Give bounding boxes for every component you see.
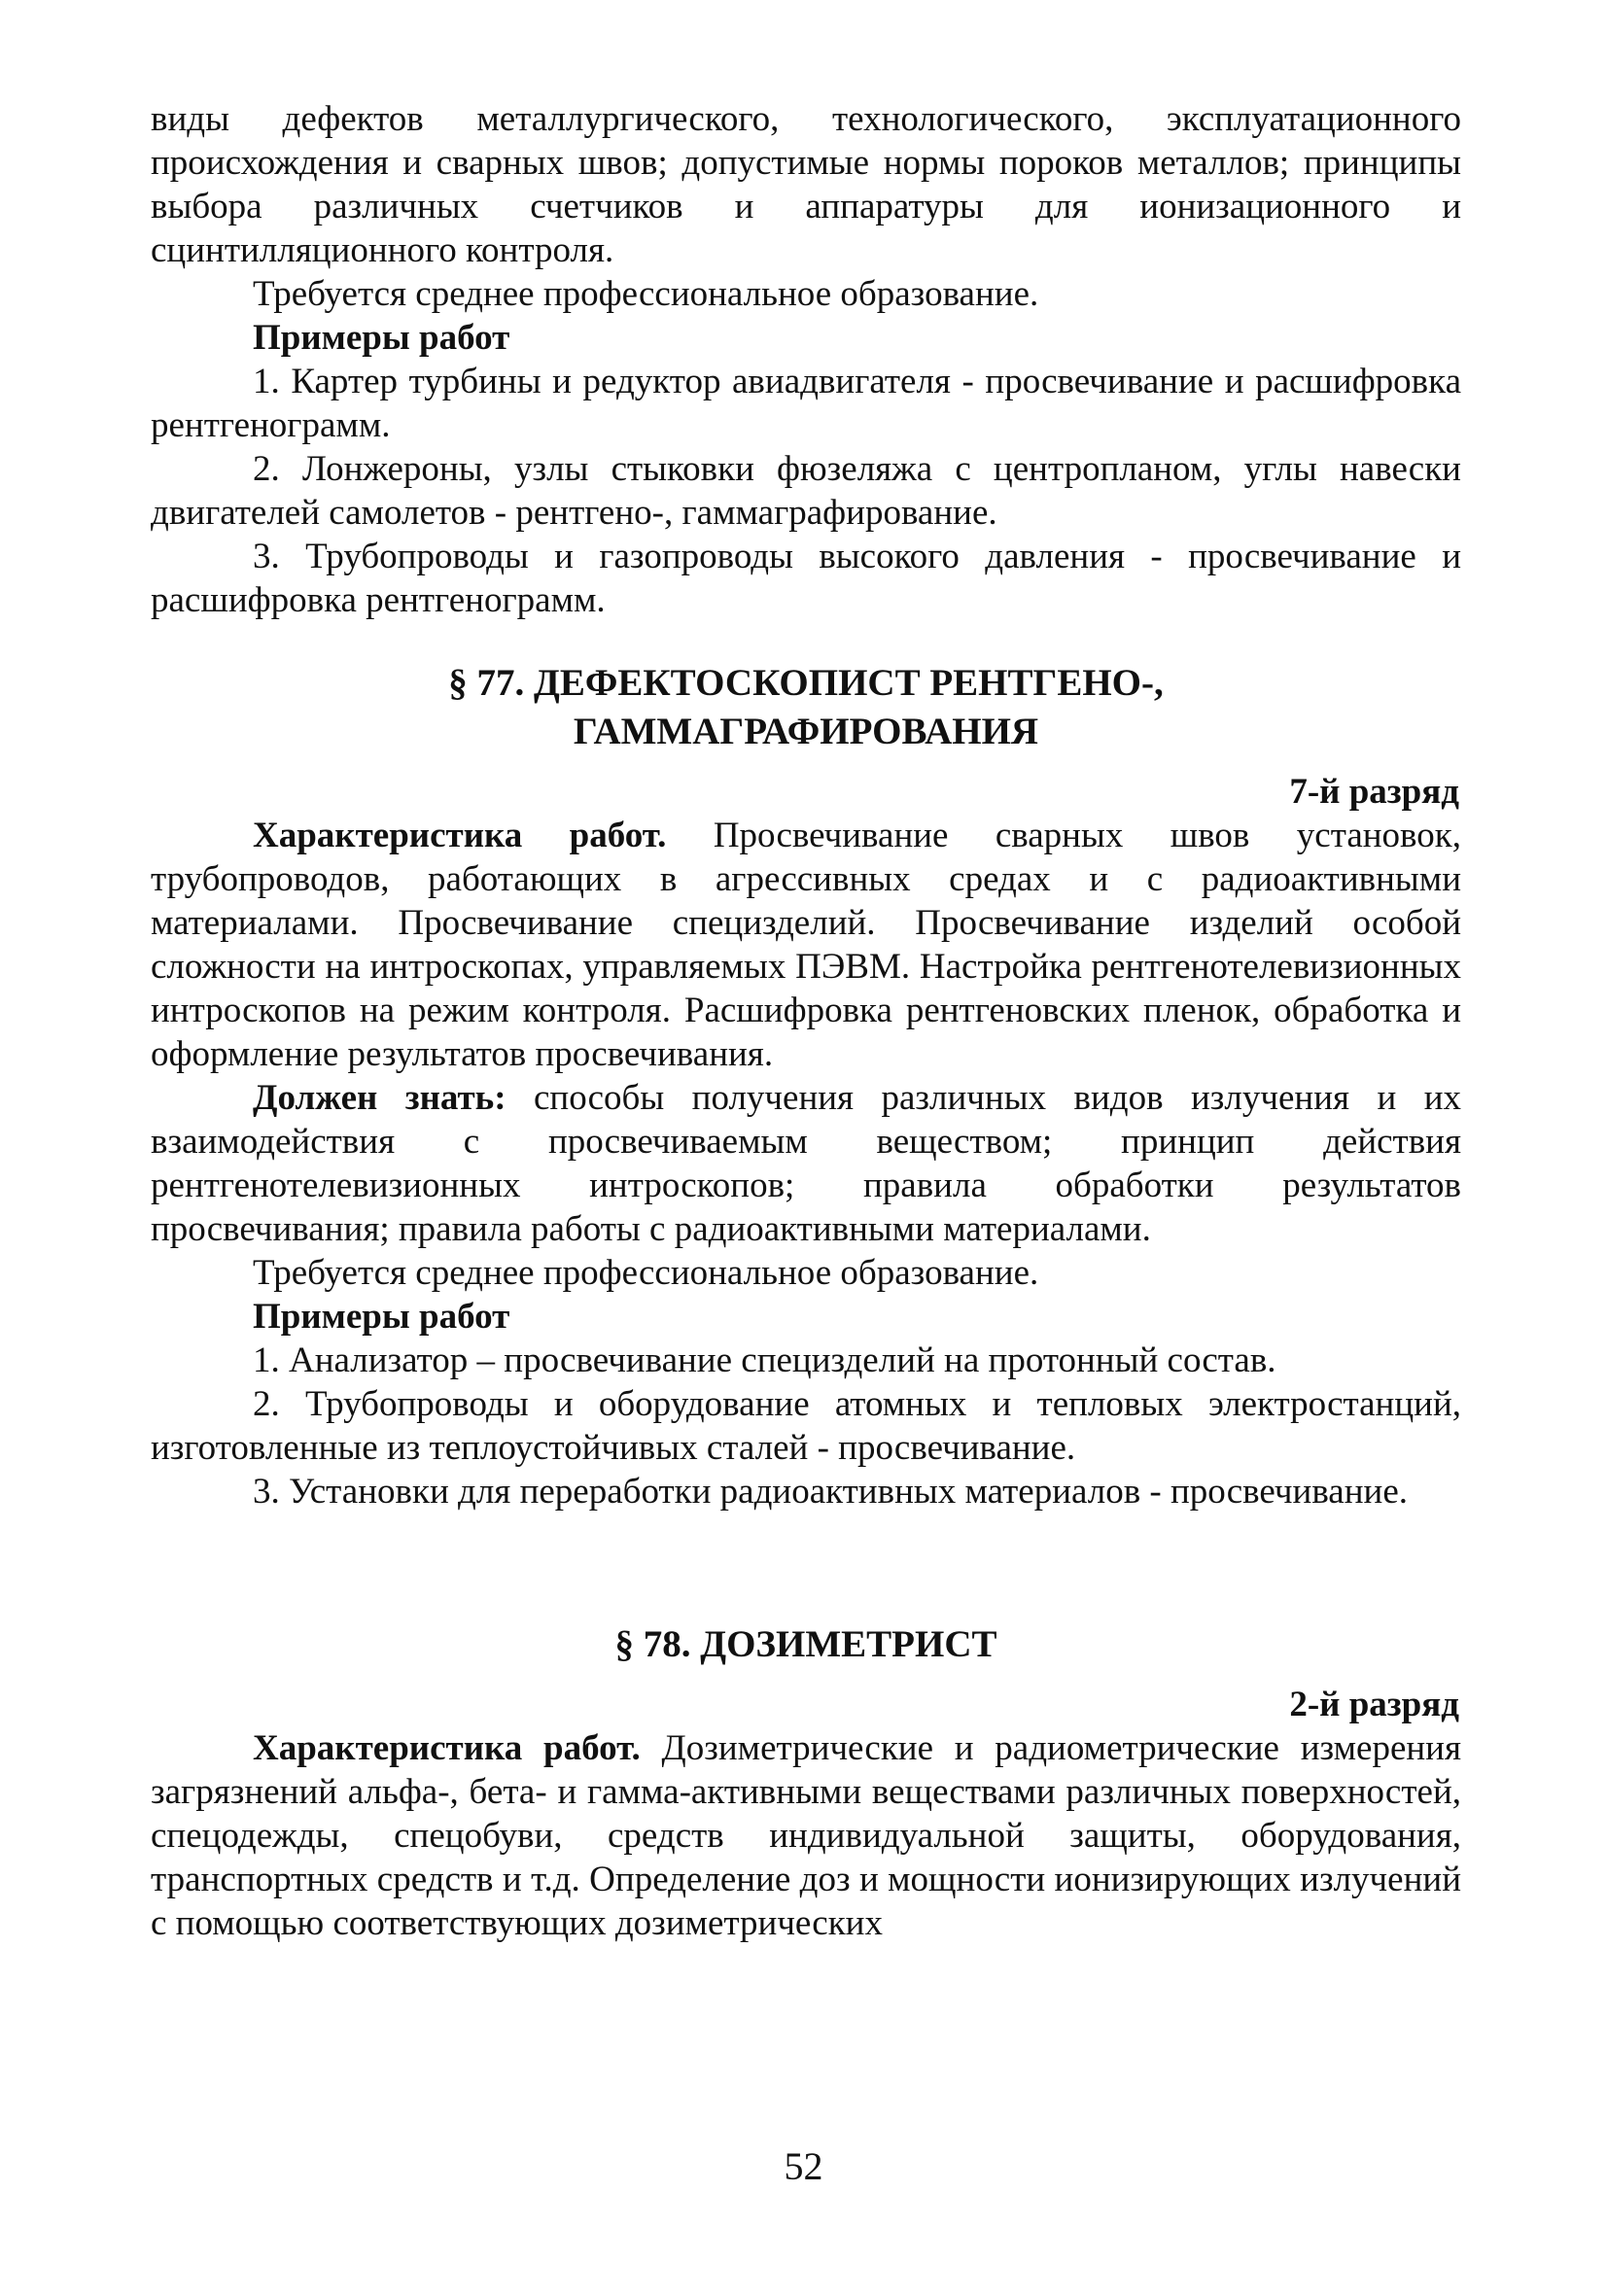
section-77-characteristics bbox=[151, 814, 1461, 1076]
section-78-grade: 2-й разряд bbox=[1289, 1685, 1459, 1724]
characteristics-label: Характеристика работ. bbox=[253, 1728, 641, 1768]
intro-example-1: 1. Картер турбины и редуктор авиадвигателя - просвечивание и расшифровка рентгенограмм. bbox=[151, 362, 1461, 445]
section-77-knowledge bbox=[151, 1076, 1461, 1251]
section-77-example-1: 1. Анализатор – просвечивание специзделий на протонный состав. bbox=[253, 1340, 1276, 1380]
section-77-examples-title: Примеры работ bbox=[253, 1297, 510, 1337]
section-77-title-line2: ГАММАГРАФИРОВАНИЯ bbox=[573, 711, 1039, 752]
section-77-education: Требуется среднее профессиональное образование. bbox=[253, 1253, 1039, 1293]
characteristics-label: Характеристика работ. bbox=[253, 816, 667, 855]
characteristics-text: Дозиметрические и радиометрические измерения загрязнений альфа-, бета- и гамма-активными веществами различных поверхностей, спецодежды, спецобуви, средств индивидуальной защиты, оборудования, транспортных средств и т.д. Определение доз и мощности ионизирующих излучений с помощью соответствующих дозиметрических bbox=[151, 1728, 1461, 1943]
intro-example-3: 3. Трубопроводы и газопроводы высокого давления - просвечивание и расшифровка рентгенограмм. bbox=[151, 537, 1461, 620]
section-77-title-line1: § 77. ДЕФЕКТОСКОПИСТ РЕНТГЕНО-, bbox=[448, 662, 1164, 704]
intro-education: Требуется среднее профессиональное образование. bbox=[253, 274, 1039, 314]
section-78-characteristics bbox=[151, 1726, 1461, 1945]
section-77-example-2: 2. Трубопроводы и оборудование атомных и тепловых электростанций, изготовленные из теплоустойчивых сталей - просвечивание. bbox=[151, 1384, 1461, 1468]
intro-examples-title: Примеры работ bbox=[253, 318, 510, 358]
knowledge-label: Должен знать: bbox=[253, 1078, 507, 1118]
section-77-example-3: 3. Установки для переработки радиоактивных материалов - просвечивание. bbox=[253, 1472, 1408, 1512]
page-number: 52 bbox=[784, 2144, 823, 2188]
knowledge-text: способы получения различных видов излучения и их взаимодействия с просвечиваемым веществом; принцип действия рентгенотелевизионных интроскопов; правила обработки результатов просвечивания; правила работы с радиоактивными материалами. bbox=[151, 1078, 1461, 1249]
section-78-title: § 78. ДОЗИМЕТРИСТ bbox=[614, 1623, 997, 1665]
intro-continuation: виды дефектов металлургического, технологического, эксплуатационного происхождения и сварных швов; допустимые нормы пороков металлов; принципы выбора различных счетчиков и аппаратуры для ионизационного и сцинтилляционного контроля. bbox=[151, 99, 1461, 270]
intro-example-2: 2. Лонжероны, узлы стыковки фюзеляжа с центропланом, углы навески двигателей самолетов - рентгено-, гаммаграфирование. bbox=[151, 449, 1461, 533]
section-77-grade: 7-й разряд bbox=[1289, 772, 1459, 812]
characteristics-text: Просвечивание сварных швов установок, трубопроводов, работающих в агрессивных средах и с радиоактивными материалами. Просвечивание специзделий. Просвечивание изделий особой сложности на интроскопах, управляемых ПЭВМ. Настройка рентгенотелевизионных интроскопов на режим контроля. Расшифровка рентгеновских пленок, обработка и оформление результатов просвечивания. bbox=[151, 816, 1461, 1074]
